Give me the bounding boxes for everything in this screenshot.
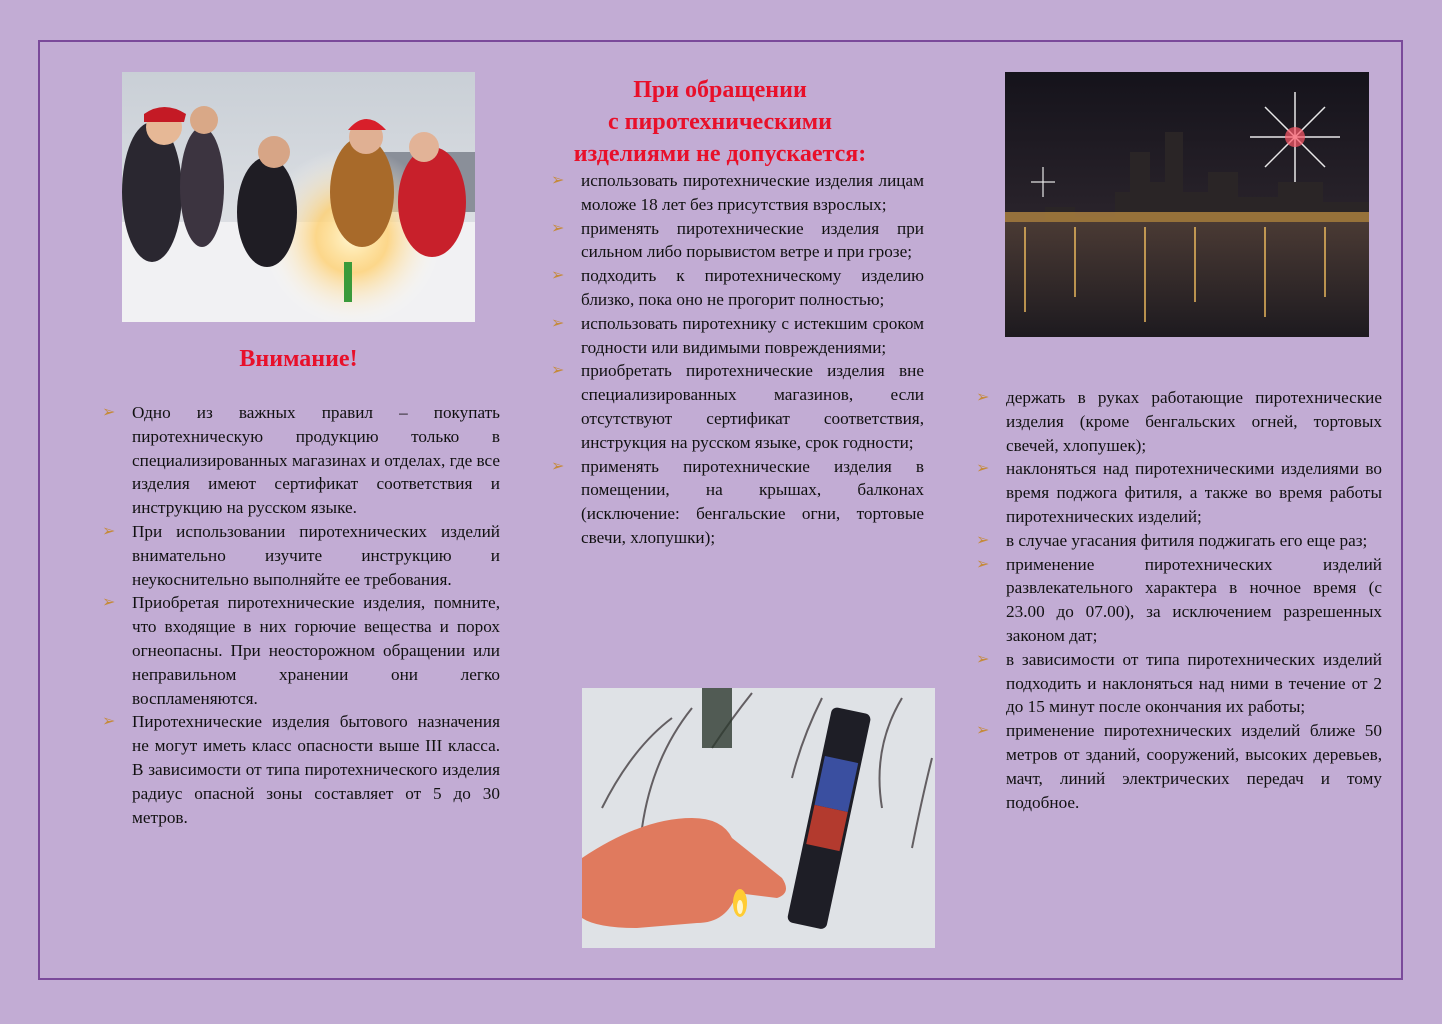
arrow-bullet-icon: ➢ [976, 555, 990, 573]
list-item: ➢ держать в руках работающие пиротехнические изделия (кроме бенгальских огней, тортовых свечей, хлопушек); [976, 388, 1382, 455]
arrow-bullet-icon: ➢ [102, 713, 116, 731]
right-prohibited-list [976, 386, 1382, 814]
arrow-bullet-icon: ➢ [976, 389, 990, 406]
list-item: ➢ Приобретая пиротехнические изделия, помните, что входящие в них горючие вещества и порох огнеопасны. При неосторожном обращении или неправильном хранении они легко воспламеняются. [102, 593, 500, 708]
arrow-bullet-icon: ➢ [976, 460, 990, 478]
attention-heading: Внимание! [239, 346, 358, 372]
arrow-bullet-icon: ➢ [976, 722, 990, 740]
list-item: ➢ подходить к пиротехническому изделию близко, пока оно не прогорит полностью; [551, 266, 924, 309]
arrow-bullet-icon: ➢ [976, 650, 990, 668]
list-item: ➢ Одно из важных правил – покупать пиротехническую продукцию только в специализированных магазинах и отделах, где все изделия имеют сертификат соответствия и инструкцию на русском языке. [102, 403, 500, 518]
list-item: ➢ применять пиротехнические изделия при сильном либо порывистом ветре и при грозе; [551, 218, 924, 262]
prohibited-heading-line-2: с пиротехническими [608, 109, 832, 135]
list-item: ➢ приобретать пиротехнические изделия вне специализированных магазинов, если отсутствуют сертификат соответствия, инструкция на русском языке, срок годности; [551, 361, 924, 452]
left-rules-list [102, 401, 500, 829]
list-item: ➢ применять пиротехнические изделия в помещении, на крышах, балконах (исключение: бенгальские огни, тортовые свечи, хлопушки); [551, 456, 924, 547]
list-item: ➢ применение пиротехнических изделий развлекательного характера в ночное время (с 23.00 до 07.00), за исключением разрешенных законом дат; [976, 554, 1382, 645]
prohibited-heading-line-3: изделиями не допускается: [573, 141, 867, 167]
lighting-firecracker-photo [582, 688, 935, 948]
prohibited-heading-line-1: При обращении [633, 77, 807, 103]
list-item: ➢ использовать пиротехнику с истекшим сроком годности или видимыми повреждениями; [551, 313, 924, 357]
city-fireworks-photo [1005, 72, 1369, 337]
arrow-bullet-icon: ➢ [551, 362, 565, 380]
prohibited-heading [540, 74, 900, 170]
middle-prohibited-list [551, 169, 924, 550]
arrow-bullet-icon: ➢ [102, 404, 116, 421]
arrow-bullet-icon: ➢ [551, 457, 565, 475]
people-firework-photo [122, 72, 475, 322]
arrow-bullet-icon: ➢ [102, 594, 116, 612]
list-item: ➢ применение пиротехнических изделий ближе 50 метров от зданий, сооружений, высоких деревьев, мачт, линий электрических передач и тому подобное. [976, 721, 1382, 812]
arrow-bullet-icon: ➢ [976, 531, 990, 549]
list-item: ➢ При использовании пиротехнических изделий внимательно изучите инструкцию и неукоснительно выполняйте ее требования. [102, 521, 500, 589]
arrow-bullet-icon: ➢ [102, 522, 116, 540]
list-item: ➢ в случае угасания фитиля поджигать его еще раз; [976, 530, 1368, 550]
list-item: ➢ наклоняться над пиротехническими изделиями во время поджога фитиля, а также во время работы пиротехнических изделий; [976, 459, 1382, 526]
list-item: ➢ в зависимости от типа пиротехнических изделий подходить и наклоняться над ними в течение от 2 до 15 минут после окончания их работы; [976, 649, 1382, 717]
list-item: ➢ Пиротехнические изделия бытового назначения не могут иметь класс опасности выше III класса. В зависимости от типа пиротехнического изделия радиус опасной зоны составляет от 5 до 30 метров. [102, 712, 500, 827]
arrow-bullet-icon: ➢ [551, 219, 565, 237]
list-item: ➢ использовать пиротехнические изделия лицам моложе 18 лет без присутствия взрослых; [551, 171, 924, 214]
arrow-bullet-icon: ➢ [551, 314, 565, 332]
arrow-bullet-icon: ➢ [551, 267, 565, 285]
arrow-bullet-icon: ➢ [551, 172, 565, 189]
